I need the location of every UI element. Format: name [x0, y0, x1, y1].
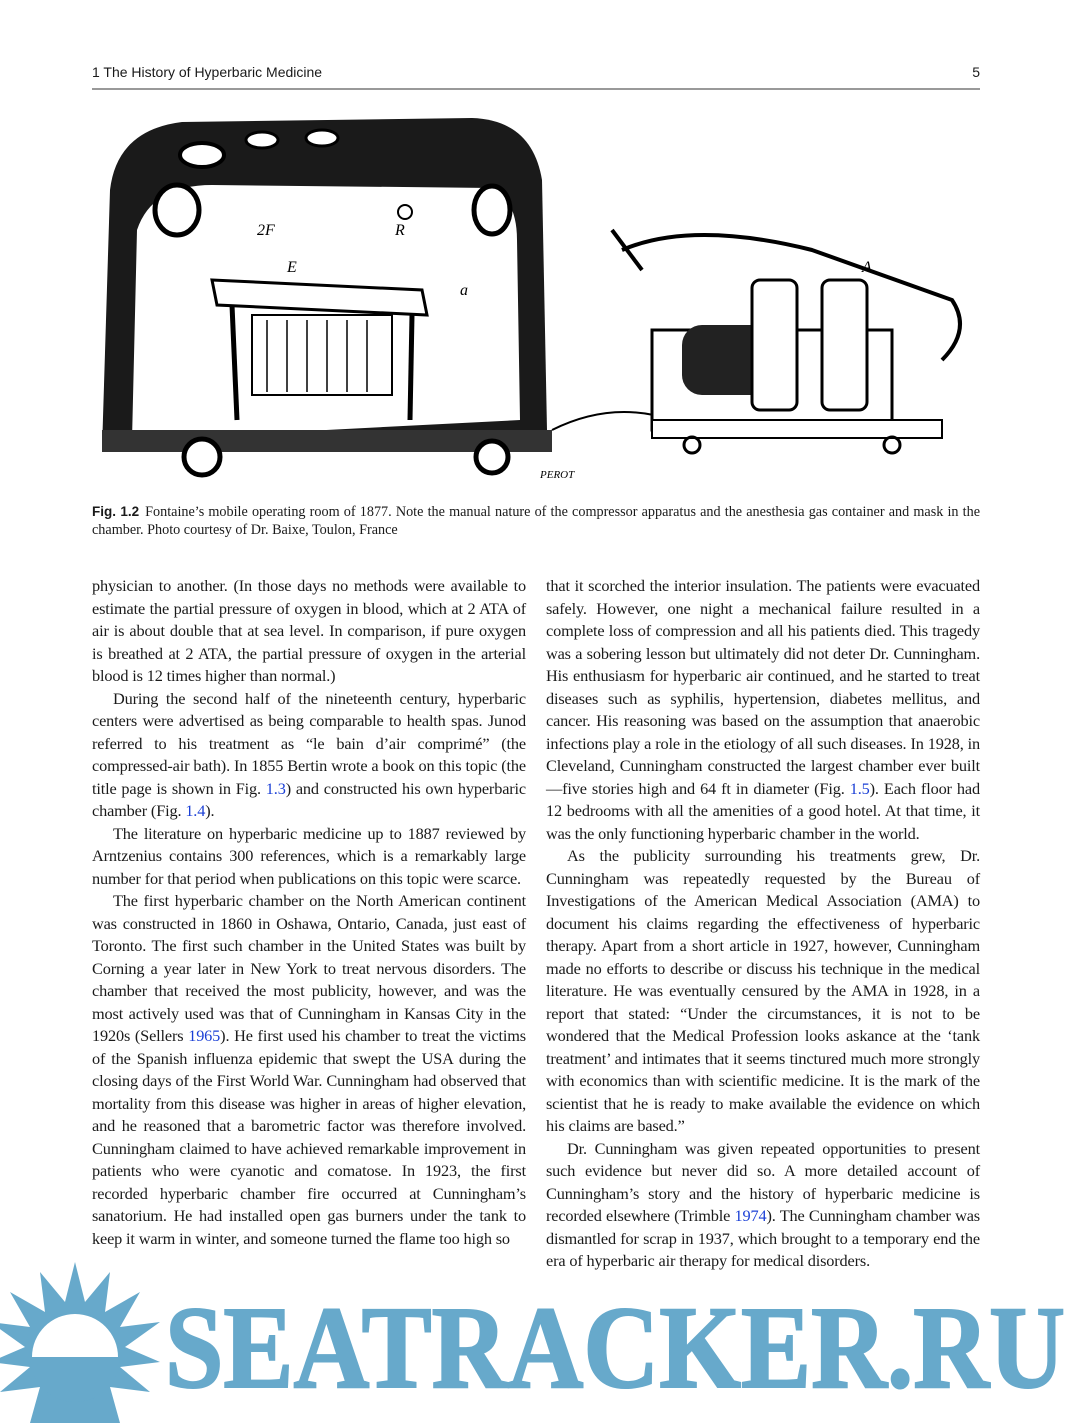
text: physician to another. (In those days no methods were available to estimate the partial pressure of oxygen in blood, which at 2 ATA of air is about double that at sea level. In comparison, if pure oxygen is breathed at 2 ATA, the partial pressure of oxygen in the arterial blood is 12 times higher than normal.) — [92, 576, 526, 685]
page-number: 5 — [972, 64, 980, 80]
watermark-logo — [0, 1262, 1080, 1423]
figure-illustration — [92, 100, 980, 495]
watermark — [0, 1262, 1080, 1423]
figure-link-1-5[interactable]: 1.5 — [849, 778, 870, 798]
label-R: R — [395, 222, 405, 239]
text: ) and constructed his own hyperbaric chamber (Fig. — [92, 778, 526, 820]
label-A: A — [862, 259, 872, 276]
text: ). — [205, 801, 215, 820]
caption-text: Fontaine’s mobile operating room of 1877. Note the manual nature of the compressor apparatus and the anesthesia gas container and mask in the chamber. Photo courtesy of Dr. Baixe, Toulon, France — [92, 504, 980, 538]
paragraph — [92, 823, 526, 891]
text: Dr. Cunningham was given repeated opportunities to present such evidence but never did so. A more detailed account of Cunningham’s story and the history of hyperbaric medicine is recorded elsewhere (Trimble — [546, 1138, 980, 1225]
text: ). The Cunningham chamber was dismantled for scrap in 1937, which brought to a temporary end the era of hyperbaric air therapy for medical disorders. — [546, 1206, 980, 1270]
paragraph — [546, 575, 980, 845]
paragraph — [92, 575, 526, 688]
text: During the second half of the nineteenth century, hyperbaric centers were advertised as being comparable to health spas. Junod referred to his treatment as “le bain d’air comprimé” (the compressed-air bath). In 1855 Bertin wrote a book on this topic (the title page is shown in Fig. — [92, 688, 526, 798]
left-column — [92, 575, 526, 1250]
text: The literature on hyperbaric medicine up to 1887 reviewed by Arntzenius contains 300 references, which is a remarkably large number for that period when publications on this topic were scarce. — [92, 823, 526, 888]
paragraph — [546, 1138, 980, 1273]
paragraph — [546, 845, 980, 1138]
chamber-drawing — [92, 100, 980, 495]
label-perot: PEROT — [540, 469, 575, 481]
figure-link-1-3[interactable]: 1.3 — [265, 778, 286, 798]
watermark-text: SEATRACKER.RU — [165, 1282, 1065, 1413]
figure-caption — [92, 503, 980, 539]
chapter-title: 1 The History of Hyperbaric Medicine — [92, 64, 323, 80]
citation-link-1965[interactable]: 1965 — [188, 1026, 221, 1045]
paragraph — [92, 688, 526, 823]
label-E: E — [287, 259, 297, 276]
paragraph — [92, 890, 526, 1250]
figure-label: Fig. 1.2 — [92, 504, 140, 519]
text: ). Each floor had 12 bedrooms with all the amenities of a good hotel. At that time, it was the only functioning hyperbaric chamber in the world. — [546, 778, 980, 843]
text: that it scorched the interior insulation. The patients were evacuated safely. However, one night a mechanical failure resulted in a complete loss of compression and all his patients died. This tragedy was a sobering lesson but ultimately did not deter Dr. Cunningham. His enthusiasm for hyperbaric air continued, and he started to treat diseases such as syphilis, hypertension, diabetes mellitus, and cancer. His reasoning was based on the assumption that anaerobic infections play a role in the etiology of all such diseases. In 1928, in Cleveland, Cunningham constructed the largest chamber ever built—five stories high and 64 ft in diameter (Fig. — [546, 576, 980, 798]
text: As the publicity surrounding his treatments grew, Dr. Cunningham was repeatedly requested by the Bureau of Investigations of the American Medical Association (AMA) to document his claims regarding the effectiveness of hyperbaric therapy. Apart from a short article in 1927, however, Cunningham made no efforts to describe or discuss his technique in the medical literature. He was eventually censured by the AMA in 1928, in a report that stated: “Under the circumstances, it is not to be wondered that the Medical Profession looks askance at the ‘tank treatment’ and intimates that it seems tinctured much more strongly with economics than with scientific medicine. It is the mark of the scientist that he is ready to make available the evidence on which his claims are based.” — [546, 846, 980, 1135]
label-2F: 2F — [257, 222, 275, 239]
citation-link-1974[interactable]: 1974 — [734, 1206, 767, 1225]
text: ). He first used his chamber to treat the victims of the Spanish influenza epidemic that swept the USA during the closing days of the First World War. Cunningham had observed that mortality from this disease was higher in areas of higher elevation, and he reasoned that a barometric factor was therefore involved. Cunningham claimed to have achieved remarkable improvement in patients who were cyanotic and comatose. In 1923, the first recorded hyperbaric chamber fire occurred at Cunningham’s sanatorium. He had installed open gas burners under the tank to keep it warm in winter, and someone turned the flame too high so — [92, 1026, 526, 1248]
right-column — [546, 575, 980, 1273]
label-a: a — [460, 282, 468, 299]
figure-link-1-4[interactable]: 1.4 — [185, 801, 206, 820]
text: The first hyperbaric chamber on the North American continent was constructed in 1860 in Oshawa, Ontario, Canada, just east of Toronto. The first such chamber in the United States was built by Corning a year later in New York to treat nervous disorders. The chamber that received the most publicity, however, and was the most actively used was that of Cunningham in Kansas City in the 1920s (Sellers — [92, 891, 526, 1045]
running-header — [92, 62, 980, 90]
